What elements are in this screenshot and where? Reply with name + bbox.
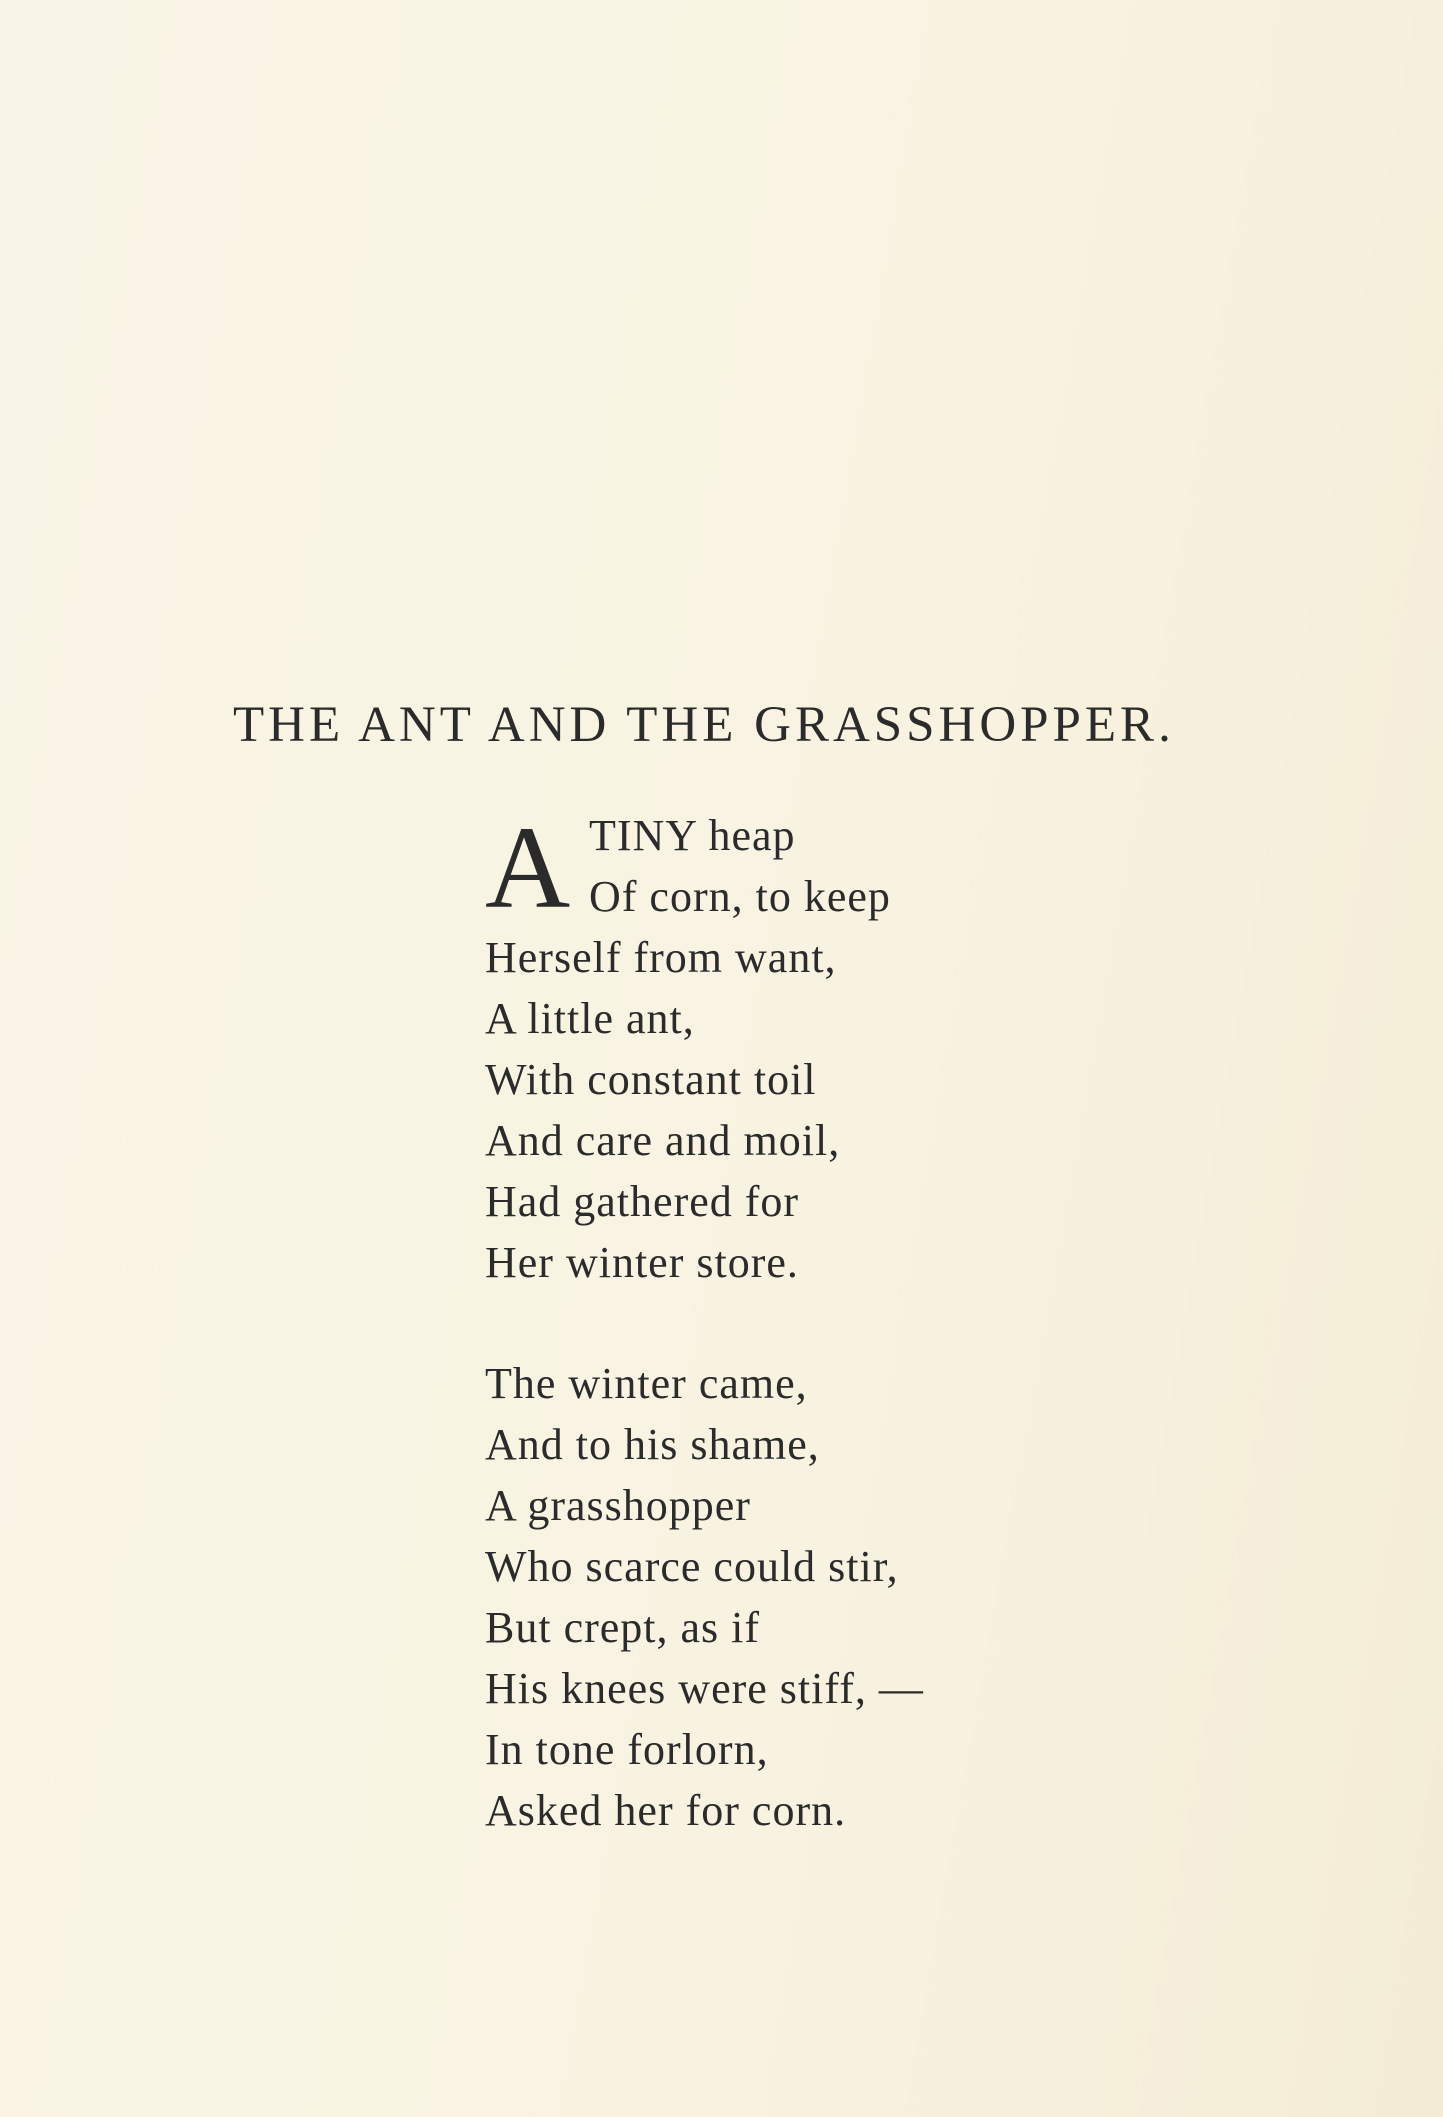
poem-line: Asked her for corn. [485, 1786, 847, 1835]
poem-line: Who scarce could stir, [485, 1542, 899, 1591]
poem-line: And care and moil, [485, 1116, 841, 1165]
drop-cap: A [485, 802, 572, 933]
poem-line: Of corn, to keep [589, 872, 891, 921]
poem-line: The winter came, [485, 1359, 808, 1408]
poem-line: His knees were stiff, — [485, 1664, 924, 1713]
stanza-1 [485, 927, 924, 1293]
poem-line: But crept, as if [485, 1603, 761, 1652]
poem-line: In tone forlorn, [485, 1725, 769, 1774]
stanza-2 [485, 1353, 924, 1841]
opening-lines [485, 802, 924, 933]
poem-line: A grasshopper [485, 1481, 751, 1530]
poem-line: With constant toil [485, 1055, 817, 1104]
poem-line: And to his shame, [485, 1420, 820, 1469]
stanza-break [485, 1293, 924, 1353]
poem-line: A little ant, [485, 994, 695, 1043]
poem-line: Herself from want, [485, 933, 837, 982]
poem-line: TINY heap [589, 811, 796, 860]
poem-title: THE ANT AND THE GRASSHOPPER. [233, 697, 1175, 753]
drop-cap-lines [589, 805, 891, 927]
poem-line: Her winter store. [485, 1238, 799, 1287]
poem-line: Had gathered for [485, 1177, 800, 1226]
poem-body [485, 802, 924, 1841]
